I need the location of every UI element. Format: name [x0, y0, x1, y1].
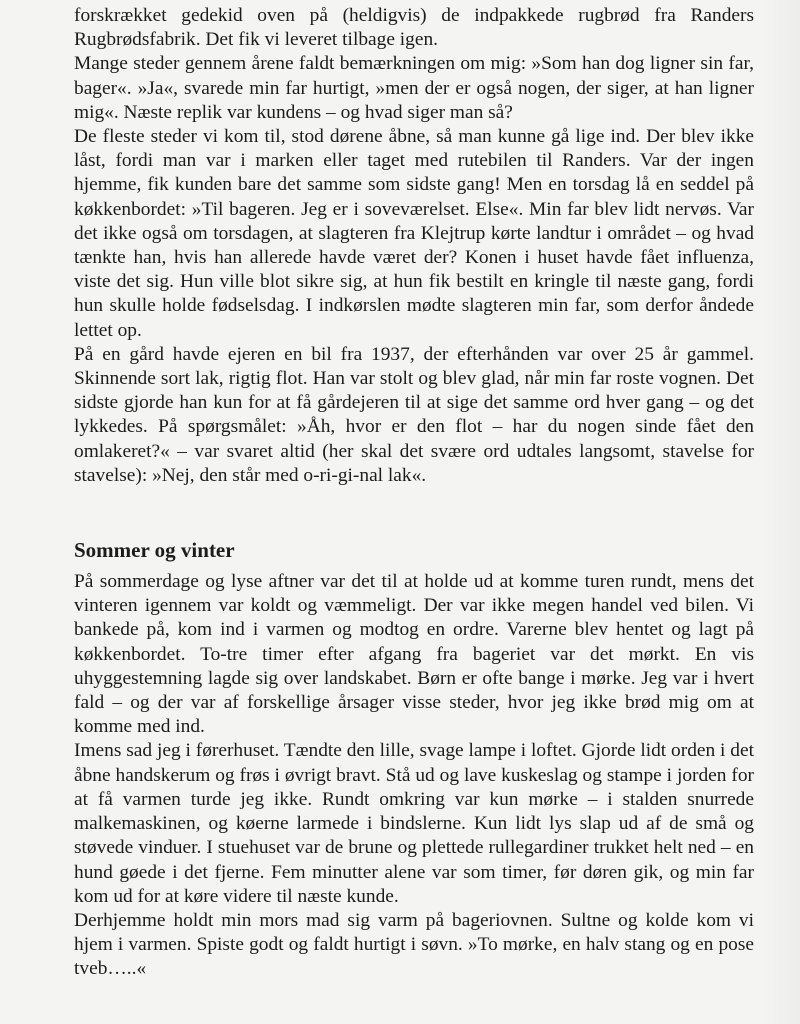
paragraph-resemblance: Mange steder gennem årene faldt bemærkningen om mig: »Som han dog ligner sin far, bager«. »Ja«, svarede min far hurtigt, »men der er også nogen, der siger, at han ligner mig«. Næste replik var kundens – og hvad siger man så?: [74, 53, 754, 123]
book-page: [74, 4, 754, 982]
paragraph-home: Derhjemme holdt min mors mad sig varm på bageriovnen. Sultne og kolde kom vi hjem i varmen. Spiste godt og faldt hurtigt i søvn. »To mørke, en halv stang og en pose tveb…..«: [74, 909, 754, 980]
paragraph-summer-winter: På sommerdage og lyse aftner var det til at holde ud at komme turen rundt, mens det vinteren igennem var koldt og væmmeligt. Der var ikke megen handel ved bilen. Vi bankede på, kom ind i varmen og modtog en ordre. Varerne blev hentet og lagt på køkkenbordet. To-tre timer efter afgang fra bageriet var det mørkt. En vis uhyggestemning lagde sig over landskabet. Børn er ofte bange i mørke. Jeg var i hvert fald – og der var af forskellige årsager visse steder, hvor jeg ikke brød mig om at komme med ind.: [74, 571, 754, 738]
paragraph-vintage-car: På en gård havde ejeren en bil fra 1937, der efterhånden var over 25 år gammel. Skinnende sort lak, rigtig flot. Han var stolt og blev glad, når min far roste vognen. Det sidste gjorde han kun for at få gårdejeren til at sige det samme ord hver gang – og det lykkedes. På spørgsmålet: »Åh, hvor er den flot – har du nogen sinde fået den omlakeret?« – var svaret altid (her skal det svære ord udtales langsomt, stavelse for stavelse): »Nej, den står med o-ri-gi-nal lak«.: [74, 343, 754, 486]
paragraph-drivers-cab: Imens sad jeg i førerhuset. Tændte den lille, svage lampe i loftet. Gjorde lidt orden i det åbne handskerum og frøs i øvrigt bravt. Stå ud og lave kuskeslag og stampe i jorden for at få varmen turde jeg ikke. Rundt omkring var kun mørke – i stalden snurrede malkemaskinen, og køerne larmede i bindslerne. Kun lidt lys slap ud af de små og støvede vinduer. I stuehuset var de brune og plettede rullegardiner trukket helt ned – en hund gøede i det fjerne. Fem minutter alene var som timer, før døren gik, og min far kom ud for at køre videre til næste kunde.: [74, 740, 754, 907]
paragraph-goat-kid: forskrækket gedekid oven på (heldigvis) de indpakkede rugbrød fra Randers Rugbrødsfabrik. Det fik vi leveret tilbage igen.: [74, 5, 754, 51]
section-heading: Sommer og vinter: [74, 538, 235, 563]
page-edge-shadow: [760, 0, 800, 1024]
paragraph-open-doors: De fleste steder vi kom til, stod dørene åbne, så man kunne gå lige ind. Der blev ikke låst, fordi man var i marken eller taget med rutebilen til Randers. Var der ingen hjemme, fik kunden bare det samme som sidste gang! Men en torsdag lå en seddel på køkkenbordet: »Til bageren. Jeg er i soveværelset. Else«. Min far blev lidt nervøs. Var det ikke også om torsdagen, at slagteren fra Klejtrup kørte landtur i området – og hvad tænkte han, hvis han allerede havde været der? Konen i huset havde fået influenza, viste det sig. Hun ville blot sikre sig, at hun fik bestilt en kringle til næste gang, fordi hun skulle holde fødselsdag. I indkørslen mødte slagteren min far, som derfor åndede lettet op.: [74, 126, 754, 341]
